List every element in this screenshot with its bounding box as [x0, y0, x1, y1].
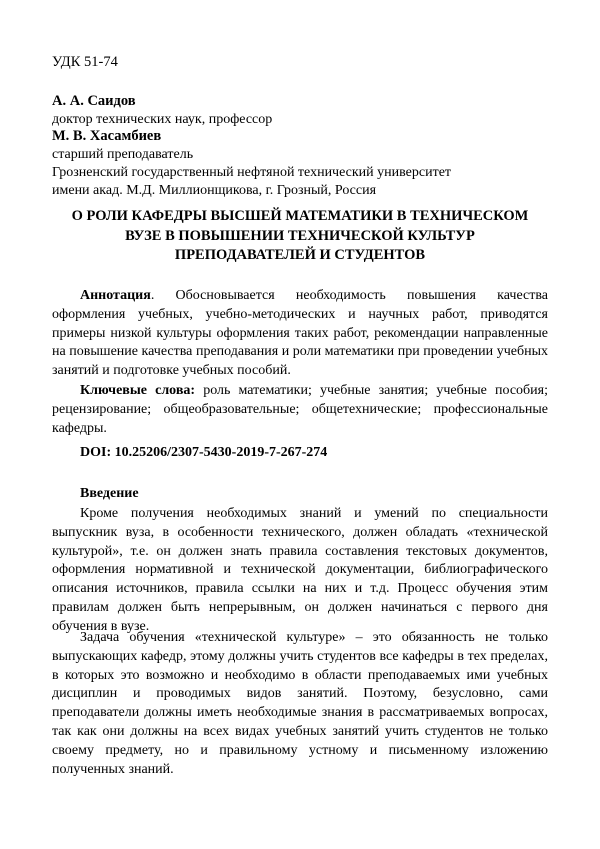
author-position-1: доктор технических наук, профессор: [52, 111, 272, 129]
doi-line: DOI: 10.25206/2307-5430-2019-7-267-274: [80, 445, 327, 461]
abstract-text: . Обосновывается необходимость повышения качества оформления учебных, учебно-методических и научных работ, приводятся примеры низкой культуры оформления таких работ, рекомендации направленные на повышение качества преподавания и роли математики при проведении учебных занятий и подготовке учебных пособий.: [52, 288, 548, 378]
keywords-label: Ключевые слова:: [80, 383, 195, 398]
author-name-1: А. А. Саидов: [52, 93, 136, 110]
intro-paragraph-1: Кроме получения необходимых знаний и умений по специальности выпускник вуза, в особенности технического, должен обладать «технической культурой», т.е. он должен знать правила составления текстовых документов, оформления нормативной и технической документации, библиографического описания источников, правила ссылки на них и т.д. Процесс обучения этим правилам должен быть непрерывным, он должен начинаться с первого дня обучения в вузе.: [52, 505, 548, 637]
intro-paragraph-2: Задача обучения «технической культуре» – это обязанность не только выпускающих кафедр, этому должны учить студентов все кафедры в тех пределах, в которых это возможно и необходимо в области преподаваемых ими учебных дисциплин и проводимых видов занятий. Поэтому, безусловно, сами преподаватели должны иметь необходимые знания в рассматриваемых вопросах, так как они должны на всех видах учебных занятий учить студентов не только своему предмету, но и правильному устному и письменному изложению полученных знаний.: [52, 629, 548, 779]
affiliation-line-1: Грозненский государственный нефтяной технический университет: [52, 164, 451, 182]
keywords-paragraph: [52, 382, 548, 438]
author-position-2: старший преподаватель: [52, 146, 193, 164]
keywords-text: роль математики; учебные занятия; учебные пособия; рецензирование; общеобразовательные; общетехнические; профессиональные кафедры.: [52, 383, 548, 436]
udk-code: УДК 51-74: [52, 54, 118, 71]
paper-page: [0, 0, 600, 849]
abstract-label: Аннотация: [80, 288, 151, 303]
title-line-2: ВУЗЕ В ПОВЫШЕНИИ ТЕХНИЧЕСКОЙ КУЛЬТУР: [40, 227, 560, 247]
author-name-2: М. В. Хасамбиев: [52, 128, 161, 145]
section-heading-introduction: Введение: [80, 486, 139, 502]
affiliation-line-2: имени акад. М.Д. Миллионщикова, г. Грозный, Россия: [52, 182, 376, 200]
title-line-1: О РОЛИ КАФЕДРЫ ВЫСШЕЙ МАТЕМАТИКИ В ТЕХНИЧЕСКОМ: [40, 207, 560, 227]
paper-title: [40, 207, 560, 266]
abstract-paragraph: [52, 287, 548, 381]
title-line-3: ПРЕПОДАВАТЕЛЕЙ И СТУДЕНТОВ: [40, 246, 560, 266]
